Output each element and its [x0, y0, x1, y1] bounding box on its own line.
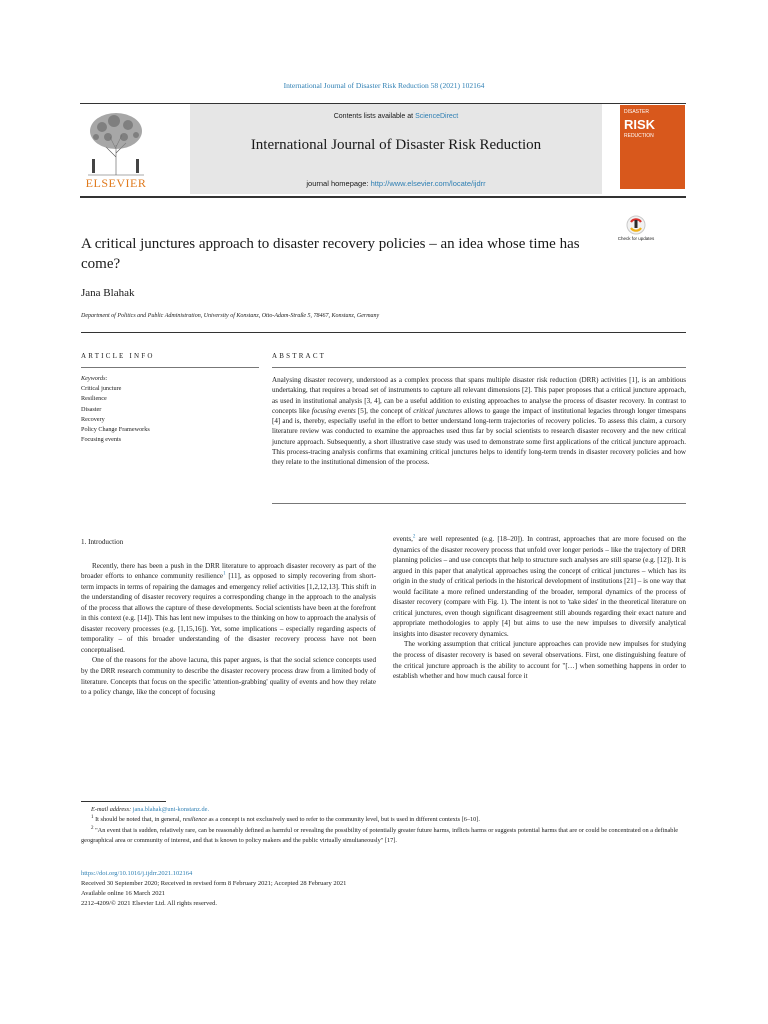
cover-line-3: REDUCTION — [624, 133, 654, 139]
keywords-label: Keywords: — [81, 375, 108, 382]
homepage-prefix: journal homepage: — [306, 179, 371, 188]
abstract-text — [272, 375, 686, 468]
footnote-text: "An event that is sudden, relatively rare, can be reasonably defined as harmful or revealing the possibility of potentially greater future harms, inflicts harms or suggests potential harms that are or could be concentrated on a definable geographical area or community of interest, and that is known to policy makers and the public virtually simultaneously" [17]. — [81, 826, 678, 844]
author-affiliation: Department of Politics and Public Administration, University of Konstanz, Otto-Adam-Straße 5, 78467, Konstanz, Germany — [81, 313, 380, 319]
paragraph: The working assumption that critical juncture approaches can provide new impulses for studying the process of disaster recovery is based on several observations. First, one distinguishing feature of the critical juncture approach is the ability to account for "[…] when something happens in order to establish whether and how much causal force it — [393, 640, 686, 681]
abstract-rule — [272, 367, 686, 368]
footnote-text: It should be noted that, in general, — [95, 816, 183, 824]
contents-prefix: Contents lists available at — [333, 113, 416, 120]
footnote-text: as a concept is not exclusively used to refer to the community level, but is used in different contexts [6–10]. — [206, 816, 480, 824]
keyword: Recovery — [81, 415, 105, 423]
paragraph: One of the reasons for the above lacuna, this paper argues, is that the social science concepts used by the DRR research community to describe the disaster recovery process draw from a limited body of literature. Concepts that focus on the specific 'attention-grabbing' quality of events and how they relate to a policy change, like the concept of focusing — [81, 656, 376, 697]
abstract-italic: critical junctures — [413, 406, 463, 415]
cover-line-2: RISK — [624, 117, 656, 132]
section-heading: 1. Introduction — [81, 538, 124, 546]
paragraph-text: are well represented (e.g. [18–20]). In contrast, approaches that are more focused on the dynamics of the disaster recovery process that unfold over longer periods – like the trajectory of DRR planning policies – and use concepts that help to structure such analyses are still sparse (e.g. [12]). It is argued in this paper that analytical approaches using the concept of critical junctures – which has its origin in the study of critical periods in the historical development of institutions [21] – is one way that would facilitate a more refined understanding of the broader, temporal dynamics of the process of disaster recovery (compare with Fig. 1). The intent is not to 'take sides' in the theoretical literature on critical junctures, even though significant disagreement still abounds regarding their exact nature and appropriate methodologies to apply [4] but aims to use the new impulses to diversify analytical insights into disaster recovery dynamics. — [393, 535, 686, 638]
paragraph-text: [11], as opposed to simply recovering from short-term impacts in terms of repairing the damages and emergency relief activities [1,2,12,13]. This shift in the understanding of disaster recovery requires a corresponding change in the approach to the analysis of the process that allows the capture of these developments. Social scientists have been at the forefront in this context (e.g. [14]). This has lent new impulses to the thinking on how to approach the analysis of disaster recovery processes (e.g. [1,15,16]). Yet, some implications – especially regarding aspects of temporality – of this broader understanding of the disaster recovery process have not been conceptualised. — [81, 572, 376, 654]
journal-reference-link[interactable]: International Journal of Disaster Risk Reduction 58 (2021) 102164 — [283, 81, 485, 90]
keyword: Focusing events — [81, 436, 122, 444]
keyword: Critical juncture — [81, 385, 122, 393]
abstract-part: [5], the concept of — [355, 406, 414, 415]
check-for-updates-label[interactable]: Check for updates — [617, 236, 655, 241]
footnote-1 — [81, 815, 686, 825]
footnote-italic: resilience — [182, 816, 207, 824]
keywords-list — [81, 374, 261, 445]
footnote-ref[interactable]: 1 — [223, 571, 226, 577]
banner-bottom-rule — [80, 196, 686, 198]
author-name: Jana Blahak — [81, 287, 135, 299]
email-link[interactable]: jana.blahak@uni-konstanz.de. — [132, 806, 210, 813]
check-for-updates-icon[interactable] — [620, 214, 652, 250]
footnote-number: 1 — [91, 815, 94, 821]
sciencedirect-link[interactable]: ScienceDirect — [415, 113, 459, 120]
footnote-number: 2 — [91, 825, 94, 831]
footnote-rule — [81, 801, 166, 802]
abstract-part: allows to gauge the impact of institutional legacies through longer timespans [4] and is, thereby, especially useful in the effort to better understand long-term trajectories of recovery policies. To assess this claim, a cursory literature review was conducted to examine the approaches used thus far by social scientists to research disaster recovery and the new critical juncture approach. Subsequently, a short illustrative case study was used to demonstrate some first applications of the critical juncture approach. This process-tracing analysis confirms that examining critical junctures helps to identify long-term trends in disaster recovery policies and how they relate to the institutional dimension of the process. — [272, 406, 686, 467]
homepage-link[interactable]: http://www.elsevier.com/locate/ijdrr — [370, 179, 486, 188]
paragraph — [393, 534, 686, 639]
email-label: E-mail address: — [91, 806, 132, 813]
received-dates: Received 30 September 2020; Received in revised form 8 February 2021; Accepted 28 February 2021 — [81, 880, 347, 887]
article-info-rule — [81, 367, 259, 368]
journal-title: International Journal of Disaster Risk Reduction — [250, 137, 542, 153]
abstract-bottom-rule — [272, 503, 686, 504]
footnote-2 — [81, 826, 686, 847]
keyword: Policy Change Frameworks — [81, 426, 150, 434]
header-divider — [81, 332, 686, 333]
abstract-heading: ABSTRACT — [272, 352, 327, 360]
abstract-part: Analysing disaster recovery, understood as a complex process that spans multiple disaster risk reduction (DRR) activities [1], is an ambitious undertaking, that requires a broad set of instruments to capture all relevant dimensions [2]. This paper proposes that a critical juncture approach, as used in institutional analysis [3, 4], can be a useful addition to existing approaches to analyse the process of disaster recovery. In contrast to concepts like — [272, 376, 686, 415]
paragraph-text: Recently, there has been a push in the DRR literature to approach disaster recovery as part of the broader efforts to enhance community resilience — [81, 561, 376, 581]
body-column-right — [393, 534, 686, 682]
article-title: A critical junctures approach to disaster recovery policies – an idea whose time has come? — [81, 236, 580, 272]
available-online: Available online 16 March 2021 — [81, 890, 165, 897]
doi-link[interactable]: https://doi.org/10.1016/j.ijdrr.2021.102164 — [81, 870, 193, 877]
paragraph — [81, 561, 376, 656]
keyword: Resilience — [81, 395, 107, 403]
journal-homepage — [190, 179, 602, 188]
keyword: Disaster — [81, 405, 102, 413]
paragraph-text: events, — [393, 535, 413, 543]
footnote-ref[interactable]: 2 — [412, 534, 416, 540]
copyright: 2212-4209/© 2021 Elsevier Ltd. All rights reserved. — [81, 900, 217, 907]
footnotes — [81, 805, 686, 846]
cover-line-1: DISASTER — [624, 109, 650, 115]
email-line — [81, 805, 686, 815]
article-info-heading: ARTICLE INFO — [81, 352, 155, 360]
publisher-name: ELSEVIER — [85, 176, 147, 190]
contents-availability — [190, 113, 602, 120]
abstract-italic: focusing events — [311, 406, 356, 415]
body-column-left — [81, 537, 376, 698]
publication-info — [81, 869, 581, 909]
